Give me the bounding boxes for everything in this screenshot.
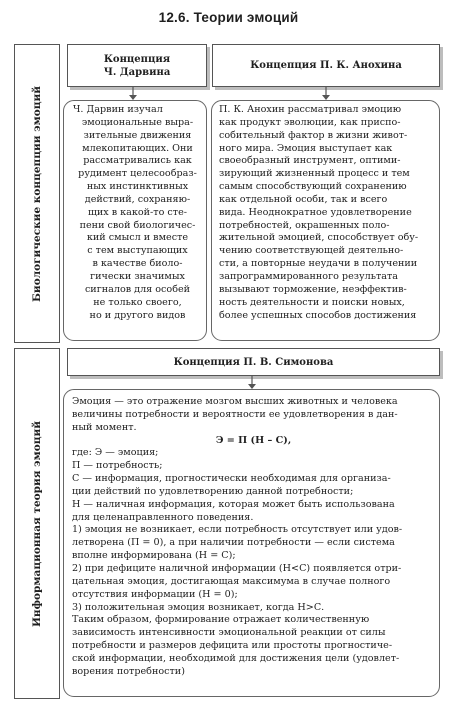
anokhin-text-line: ного мира. Эмоция выступает как (219, 142, 393, 154)
page-title: 12.6. Теории эмоций (158, 10, 299, 25)
darwin-text-line: пени свой биологичес- (79, 219, 196, 231)
anokhin-text-line: сти, а повторные неудачи в получении (219, 258, 418, 270)
darwin-text-line: ных инстинктивных (86, 181, 189, 193)
darwin-heading (67, 44, 207, 87)
simonov-text-line: где: Э — эмоция; (72, 447, 159, 459)
anokhin-text-line: П. К. Анохин рассматривал эмоцию (219, 104, 402, 115)
simonov-text-line: цательная эмоция, достигающая максимума в случае полного (72, 575, 391, 587)
simonov-text-line: летворена (П = 0), а при наличии потребности — если система (72, 537, 395, 549)
darwin-text-line: млекопитающих. Они (82, 142, 193, 154)
simonov-text-line: для целенаправленного поведения. (72, 511, 254, 523)
darwin-text-line: зительные движения (83, 129, 192, 141)
anokhin-text-line: жительной эмоцией, способствует обу- (219, 232, 419, 244)
simonov-text-line: потребности и размеров дефицита или простоты прогностиче- (72, 640, 393, 652)
darwin-text-line: эмоциональные выра- (81, 116, 194, 128)
darwin-description-box (63, 100, 207, 341)
simonov-text-line: отсутствия информации (Н = 0); (72, 588, 238, 600)
darwin-text-line: не только своего, (93, 296, 182, 308)
simonov-text-line: 3) положительная эмоция возникает, когда Н>С. (72, 601, 325, 613)
darwin-text-line: гически значимых (90, 270, 185, 282)
darwin-text-line: но и другого видов (89, 309, 186, 321)
anokhin-text-line: запрограммированного результата (219, 270, 398, 282)
darwin-text-line: с тем выступающих (87, 245, 188, 257)
simonov-text-line: ный момент. (72, 421, 137, 433)
anokhin-text-line: более успешных способов достижения (219, 309, 417, 321)
simonov-heading (67, 348, 440, 376)
simonov-text-line: величины потребности и вероятности ее удовлетворения в дан- (72, 408, 398, 420)
anokhin-text-line: самым способствующий сохранению (219, 181, 407, 193)
darwin-connector-arrow (125, 87, 141, 101)
simonov-connector-arrow (244, 376, 260, 390)
simonov-text-line: 2) при дефиците наличной информации (Н<С) появляется отри- (72, 562, 402, 574)
anokhin-text-line: вида. Неоднократное удовлетворение (219, 206, 412, 218)
simonov-text-line: Эмоция — это отражение мозгом высших животных и человека (72, 396, 398, 407)
simonov-text-line: вполне информирована (Н = С); (72, 550, 236, 562)
simonov-text-line: С — информация, прогностически необходимая для организа- (72, 473, 391, 485)
anokhin-connector-arrow (318, 87, 334, 101)
simonov-text-line: зависимость интенсивности эмоциональной реакции от силы (72, 627, 386, 639)
darwin-heading-line-1: Концепция (103, 53, 171, 65)
simonov-heading-text: Концепция П. В. Симонова (173, 356, 334, 368)
darwin-text-line: Ч. Дарвин изучал (73, 104, 163, 115)
biological-section-label: Биологические концепции эмоций (31, 85, 43, 302)
anokhin-text-line: как продукт эволюции, как приспо- (219, 116, 401, 128)
darwin-text-line: рудимент целесообраз- (78, 168, 197, 180)
simonov-text-line: Н — наличная информация, которая может быть использована (72, 498, 395, 510)
simonov-description-box (63, 389, 440, 697)
simonov-text-line: ции действий по удовлетворению данной потребности; (72, 485, 354, 497)
simonov-text-line: 1) эмоция не возникает, если потребность отсутствует или удов- (72, 524, 403, 536)
anokhin-text-line: чению соответствующей деятельно- (219, 245, 404, 257)
anokhin-heading-text: Концепция П. К. Анохина (250, 60, 402, 71)
anokhin-text-line: ность деятельности и поиски новых, (219, 296, 405, 308)
anokhin-description-box (211, 100, 440, 341)
simonov-text-line: ской информации, необходимой для достижения цели (удовлет- (72, 652, 400, 664)
simonov-text-line: Таким образом, формирование отражает количественную (72, 614, 370, 626)
anokhin-text-line: вызывают торможение, неэффектив- (219, 283, 407, 295)
simonov-text-line: ворения потребности) (72, 665, 185, 677)
anokhin-text-line: собительный фактор в жизни живот- (219, 129, 408, 141)
biological-section-label-box (14, 44, 60, 343)
informational-section-label: Информационная теория эмоций (31, 420, 43, 627)
simonov-text-line: П — потребность; (72, 460, 163, 472)
anokhin-heading (212, 44, 440, 87)
anokhin-text-line: зирующий жизненный процесс и тем (219, 168, 410, 180)
darwin-text-line: сигналов для особей (84, 283, 191, 295)
darwin-text-line: действий, сохраняю- (84, 193, 191, 205)
darwin-text-line: кий смысл и вместе (86, 232, 189, 244)
anokhin-text-line: как отдельной особи, так и всего (219, 193, 388, 205)
simonov-text-line: Э = П (Н – С), (215, 434, 292, 446)
informational-section-label-box (14, 348, 60, 699)
anokhin-text-line: своеобразный инструмент, оптими- (219, 155, 401, 167)
darwin-heading-line-2: Ч. Дарвина (103, 66, 171, 78)
anokhin-text-line: потребностей, окрашенных поло- (219, 219, 390, 231)
darwin-text-line: рассматривались как (83, 155, 192, 167)
darwin-text-line: щих в какой-то сте- (87, 206, 188, 218)
darwin-text-line: в качестве биоло- (92, 258, 183, 270)
